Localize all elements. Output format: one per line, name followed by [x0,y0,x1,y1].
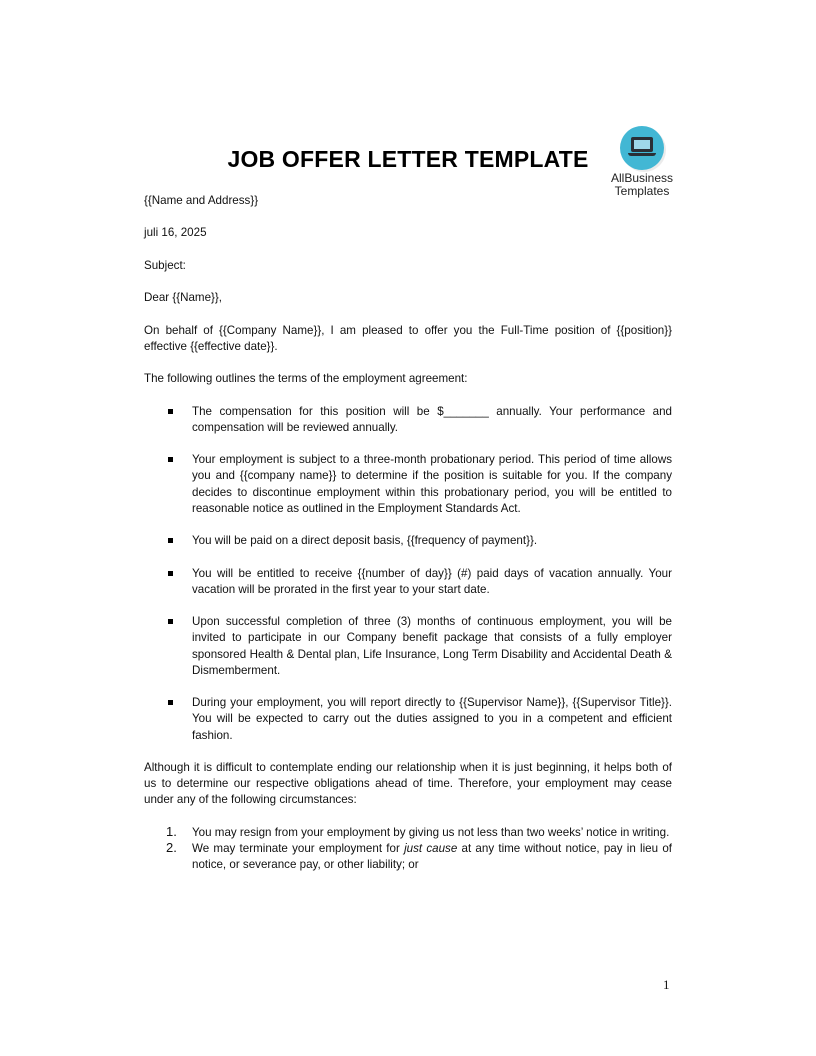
page-number: 1 [663,977,670,992]
letter-body [144,193,672,873]
bullet-icon [168,571,173,576]
list-item: Your employment is subject to a three-month probationary period. This period of time allows you and {{company name}} to determine if the position is suitable for you. If the company decides to discontinue employment within this probationary period, you will be entitled to reasonable notice as outlined in the Employment Standards Act. [144,452,672,517]
bullet-icon [168,619,173,624]
subject-line: Subject: [144,258,186,272]
bullet-icon [168,457,173,462]
name-address: {{Name and Address}} [144,194,259,207]
list-item: You will be paid on a direct deposit basis, {{frequency of payment}}. [144,533,672,549]
terms-intro: The following outlines the terms of the employment agreement: [144,372,468,386]
list-item: You will be entitled to receive {{number of day}} (#) paid days of vacation annually. Your vacation will be prorated in the first year to your start date. [144,566,672,598]
bullet-icon [168,409,173,414]
document-title: JOB OFFER LETTER TEMPLATE [227,146,589,172]
termination-intro: Although it is difficult to contemplate ending our relationship when it is just beginning, it helps both of us to determine our respective obligations ahead of time. Therefore, your employment may cease under any of the following circumstances: [144,760,672,807]
list-item: Upon successful completion of three (3) months of continuous employment, you will be invited to participate in our Company benefit package that consists of a fully employer sponsored Health & Dental plan, Life Insurance, Long Term Disability and Accidental Death & Dismemberment. [144,614,672,679]
bullet-icon [168,700,173,705]
list-item: The compensation for this position will be $_______ annually. Your performance and compensation will be reviewed annually. [144,404,672,436]
list-item: 1. You may resign from your employment by giving us not less than two weeks’ notice in writing. [166,823,670,839]
bullet-icon [168,538,173,543]
list-item: 2. We may terminate your employment for just cause at any time without notice, pay in lieu of notice, or severance pay, or other liability; or [166,839,672,872]
letter-date: juli 16, 2025 [144,226,207,240]
circumstances-list [144,825,672,874]
logo-text: AllBusiness Templates [610,171,674,198]
laptop-icon [620,126,664,170]
list-item: During your employment, you will report directly to {{Supervisor Name}}, {{Supervisor Title}}. You will be expected to carry out the duties assigned to you in a competent and efficient fashion. [144,695,672,744]
terms-list [144,404,672,744]
allbusiness-logo [604,126,680,198]
intro-paragraph: On behalf of {{Company Name}}, I am pleased to offer you the Full-Time position of {{position}} effective {{effective date}}. [144,323,672,353]
salutation: Dear {{Name}}, [144,291,222,305]
